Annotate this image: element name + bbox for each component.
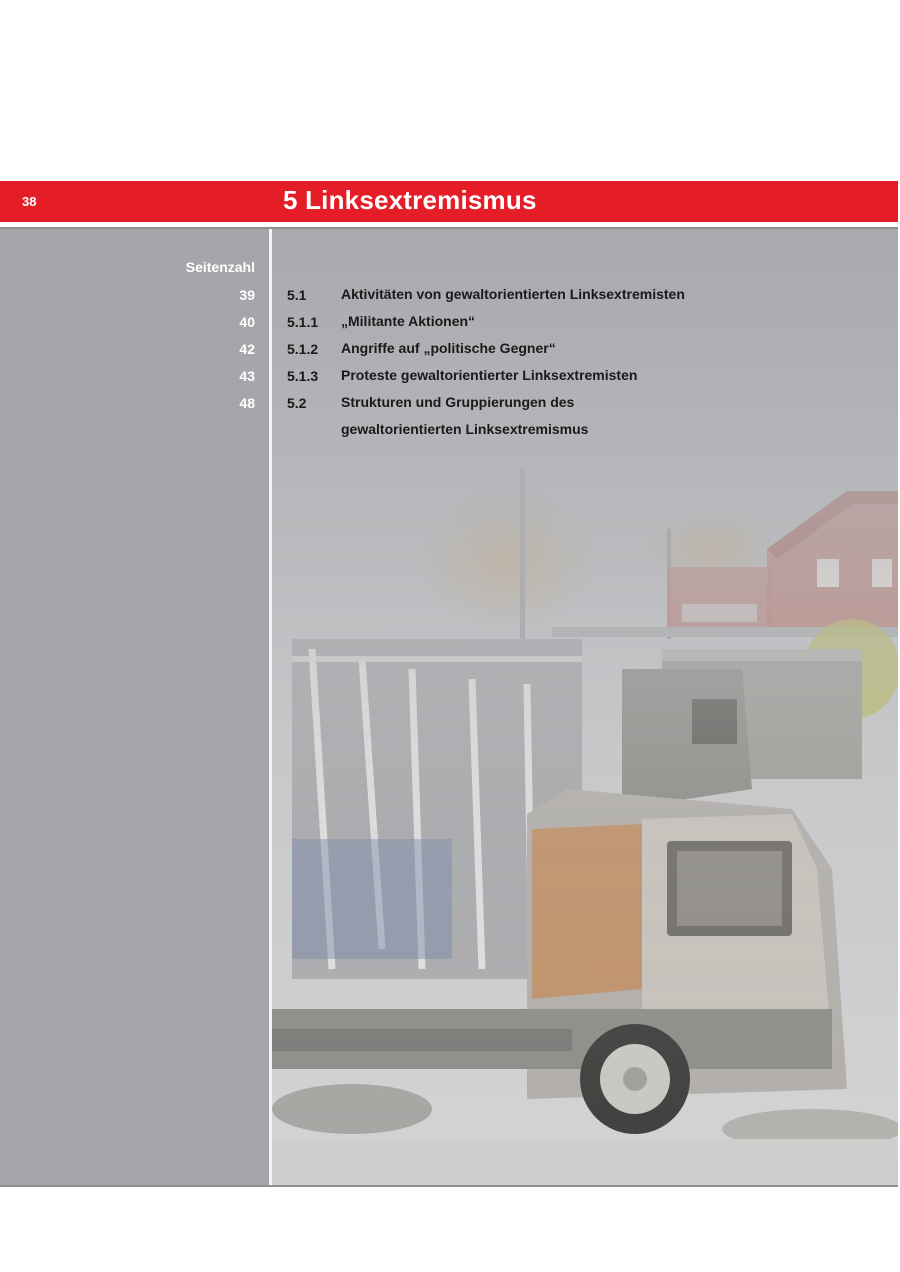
toc-entry-title: „Militante Aktionen“ xyxy=(341,313,476,329)
bottom-divider xyxy=(0,1185,898,1187)
page-number: 38 xyxy=(22,194,37,209)
toc-entry-title: Strukturen und Gruppierungen des gewaltorientierten Linksextremismus xyxy=(341,394,589,437)
toc-entry-number: 5.1 xyxy=(287,287,307,303)
toc-entry-page: 40 xyxy=(239,314,255,330)
toc-entry[interactable] xyxy=(0,395,898,449)
toc-page-column-label: Seitenzahl xyxy=(185,259,255,275)
toc-entry-title: Aktivitäten von gewaltorientierten Linksextremisten xyxy=(341,286,685,302)
chapter-title: 5 Linksextremismus xyxy=(283,185,537,215)
toc-entry-page: 42 xyxy=(239,341,255,357)
toc-entry-number: 5.1.2 xyxy=(287,341,319,357)
toc-entry-title: Angriffe auf „politische Gegner“ xyxy=(341,340,556,356)
toc-entry-page: 48 xyxy=(239,395,255,411)
toc-entry-number: 5.2 xyxy=(287,395,307,411)
toc-entry-title: Proteste gewaltorientierter Linksextremisten xyxy=(341,367,638,383)
toc-entry-number: 5.1.1 xyxy=(287,314,319,330)
toc-entry-number: 5.1.3 xyxy=(287,368,319,384)
toc-entry-page: 43 xyxy=(239,368,255,384)
toc-entry-page: 39 xyxy=(239,287,255,303)
